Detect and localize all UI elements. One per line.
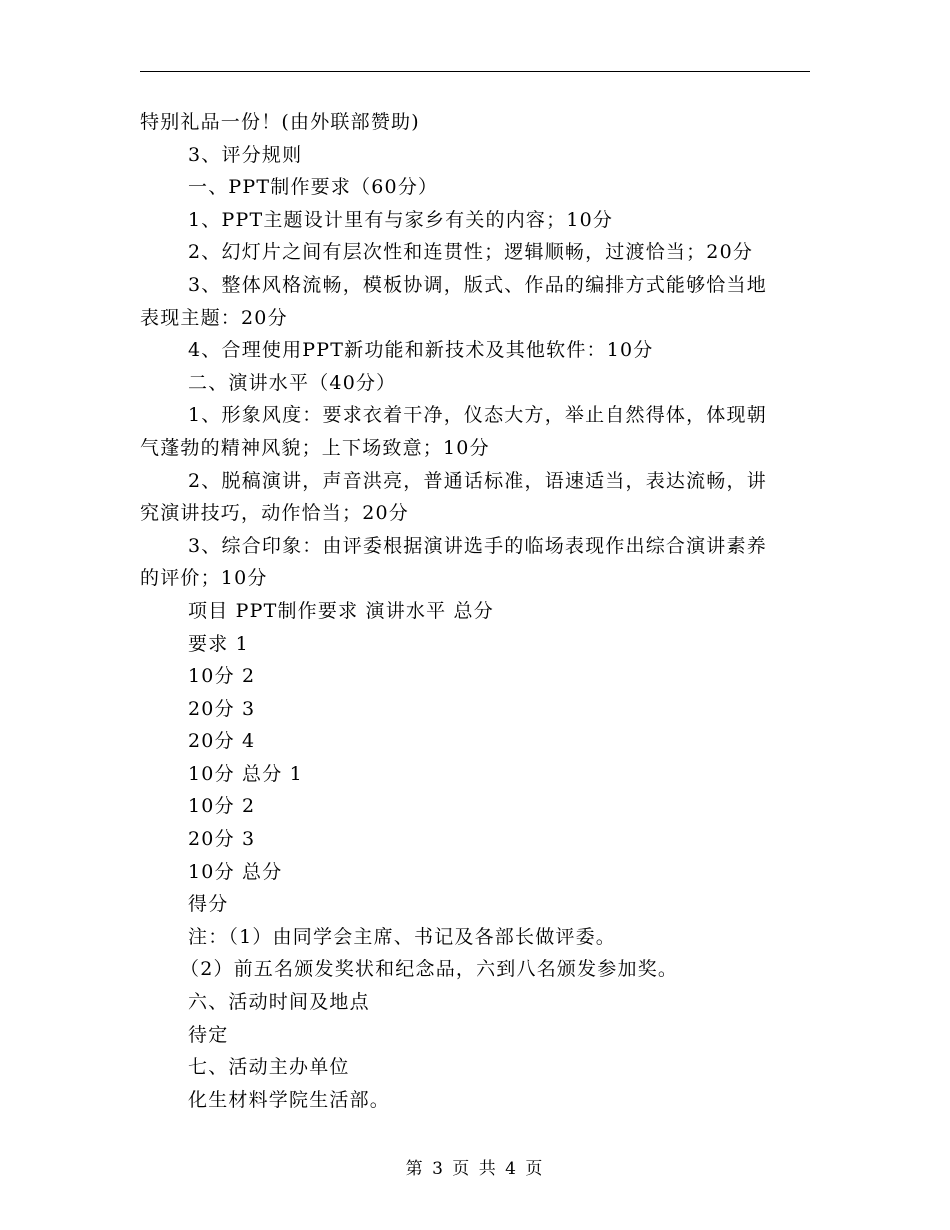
text-line: 10分 2: [188, 795, 256, 818]
header-rule: [140, 71, 810, 72]
text-line: 20分 4: [188, 730, 256, 753]
text-line: 化生材料学院生活部。: [188, 1088, 391, 1111]
text-line: 1、PPT主题设计里有与家乡有关的内容；10分: [188, 208, 614, 231]
text-line: 10分 总分 1: [188, 762, 303, 785]
text-line: 10分 总分: [188, 860, 283, 883]
text-line: 20分 3: [188, 697, 256, 720]
text-line: 要求 1: [188, 632, 249, 655]
text-line: 项目 PPT制作要求 演讲水平 总分: [188, 599, 494, 622]
text-line: （2）前五名颁发奖状和纪念品，六到八名颁发参加奖。: [180, 958, 679, 981]
text-line: 究演讲技巧，动作恰当；20分: [140, 502, 409, 525]
text-line: 20分 3: [188, 828, 256, 851]
text-line: 注：（1）由同学会主席、书记及各部长做评委。: [188, 925, 616, 948]
text-line: 特别礼品一份！(由外联部赞助): [140, 111, 420, 133]
document-body: [140, 106, 810, 1116]
text-line: 10分 2: [188, 665, 256, 688]
page-number-footer: 第 3 页 共 4 页: [405, 1159, 545, 1179]
text-line: 3、整体风格流畅，模板协调，版式、作品的编排方式能够恰当地: [188, 273, 767, 296]
text-line: 2、幻灯片之间有层次性和连贯性；逻辑顺畅，过渡恰当；20分: [188, 241, 754, 264]
text-line: 七、活动主办单位: [188, 1056, 350, 1079]
text-line: 得分: [188, 893, 229, 916]
text-line: 的评价；10分: [140, 567, 268, 590]
text-line: 二、演讲水平（40分）: [188, 371, 397, 394]
text-line: 3、综合印象：由评委根据演讲选手的临场表现作出综合演讲素养: [188, 534, 767, 557]
text-line: 3、评分规则: [188, 143, 303, 166]
text-line: 4、合理使用PPT新功能和新技术及其他软件：10分: [188, 339, 654, 362]
text-line: 一、PPT制作要求（60分）: [188, 176, 439, 199]
text-line: 待定: [188, 1023, 229, 1046]
text-line: 表现主题：20分: [140, 306, 288, 329]
text-line: 1、形象风度：要求衣着干净，仪态大方，举止自然得体，体现朝: [188, 404, 767, 427]
text-line: 六、活动时间及地点: [188, 991, 370, 1014]
text-line: 2、脱稿演讲，声音洪亮，普通话标准，语速适当，表达流畅，讲: [188, 469, 767, 492]
text-line: 气蓬勃的精神风貌；上下场致意；10分: [140, 436, 490, 459]
